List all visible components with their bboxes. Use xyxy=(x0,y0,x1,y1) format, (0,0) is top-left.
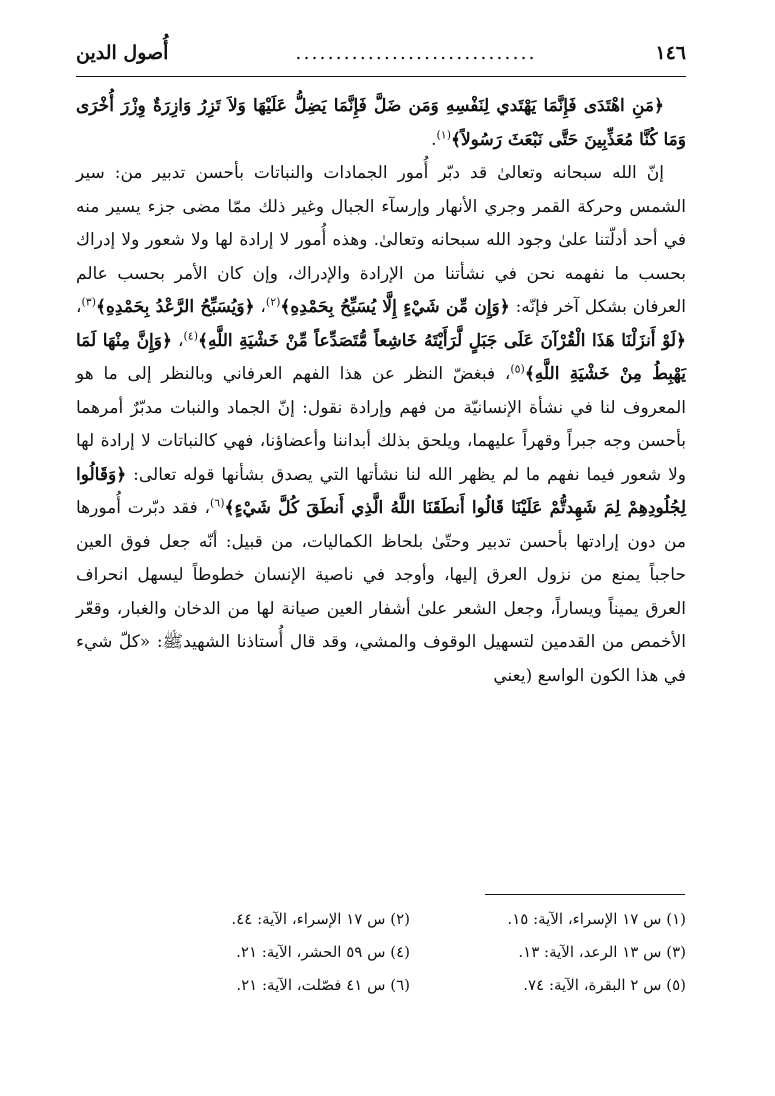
footnote-divider xyxy=(485,894,685,895)
footnote: (٣) س ١٣ الرعد، الآية: ١٣. xyxy=(518,943,686,961)
header-dots: .............................. xyxy=(295,42,537,64)
paragraph-verse: ﴿مَنِ اهْتَدَى فَإِنَّمَا يَهْتَدي لِنَفْسِهِ وَمَن ضَلَّ فَإِنَّمَا يَضِلُّ عَلَيْهَا وَلاَ تَزِرُ وَازِرَةٌ وِزْرَ أُخْرَى وَمَا كُنَّا مُعَذِّبِينَ حَتَّى نَبْعَثَ رَسُولاً﴾$^{(١)}$. xyxy=(76,96,686,150)
footnote-ref: (٣) xyxy=(81,295,97,309)
running-title: أُصول الدين xyxy=(76,42,169,64)
footnote: (٦) س ٤١ فصّلت، الآية: ٢١. xyxy=(236,976,410,994)
footnote-ref: (١) xyxy=(436,127,452,141)
quran-quote: ﴿وَيُسَبِّحُ الرَّعْدُ بِحَمْدِهِ﴾ xyxy=(96,297,255,317)
quran-quote: ﴿لَوْ أَنزَلْنَا هَذَا الْقُرْآنَ عَلَى جَبَلٍ لَّرَأَيْتَهُ خَاشِعاً مُّتَصَدِّعاً مِّنْ خَشْيَةِ اللَّهِ﴾ xyxy=(198,330,687,351)
footnote: (٤) س ٥٩ الحشر، الآية: ٢١. xyxy=(236,943,410,961)
body-text xyxy=(76,90,686,693)
footnote-ref: (٢) xyxy=(265,295,281,309)
page-number: ١٤٦ xyxy=(655,42,686,64)
quran-verse: ﴿مَنِ اهْتَدَى فَإِنَّمَا يَهْتَدي لِنَفْسِهِ وَمَن ضَلَّ فَإِنَّمَا يَضِلُّ عَلَيْهَا وَلاَ تَزِرُ وَازِرَةٌ وِزْرَ أُخْرَى وَمَا كُنَّا مُعَذِّبِينَ حَتَّى نَبْعَثَ رَسُولاً﴾ xyxy=(76,96,686,150)
footnote: (١) س ١٧ الإسراء، الآية: ١٥. xyxy=(507,910,686,928)
paragraph-main: إنّ الله سبحانه وتعالىٰ قد دبّر أُمور الجمادات والنباتات بأحسن تدبير من: سير الشمس وحركة القمر وجري الأنهار وإرسآء الجبال وغير ذلك ممّا مضى جزء يسير منه في أحد أدلّتنا علىٰ وجود الله سبحانه وتعالىٰ. وهذه أُمور لا إرادة لها ولا شعور ولا إدراك بحسب ما نفهمه نحن في نشأتنا من الإرادة والإدراك، وإن كان الأمر بحسب عالم العرفان بشكل آخر فإنّه: ﴿وَإِن مِّن شَيْءٍ إِلَّا يُسَبِّحُ بِحَمْدِهِ﴾$^{(٢)}$، ﴿وَيُسَبِّحُ الرَّعْدُ بِحَمْدِهِ﴾$^{(٣)}$، ﴿لَوْ أَنزَلْنَا هَذَا الْقُرْآنَ عَلَى جَبَلٍ لَّرَأَيْتَهُ خَاشِعاً مُّتَصَدِّعاً مِّنْ خَشْيَةِ اللَّهِ﴾$^{(٤)}$، ﴿وَإِنَّ مِنْهَا لَمَا يَهْبِطُ مِنْ خَشْيَةِ اللَّهِ﴾$^{(٥)}$، فبغضّ النظر عن هذا الفهم العرفاني وبالنظر إلى ما هو المعروف لنا في نشأة الإنسانيّة من فهم وإرادة نقول: إنّ الجماد والنبات مدبّرٌ أمرهما بأحسن وجه جبراً وقهراً عليهما، ويلحق بذلك أبداننا وأعضاؤنا، فهي كالنباتات لا إرادة لها ولا شعور فيما نفهم ما لم يظهر الله لنا نشأتها التي يصدق بشأنها قوله تعالى: ﴿وَقَالُوا لِجُلُودِهِمْ لِمَ شَهِدتُّمْ عَلَيْنَا قَالُوا أَنطَقَنَا اللَّهُ الَّذِي أَنطَقَ كُلَّ شَيْءٍ﴾$^{(٦)}$، فقد دبّرت أُمورها من دون إرادتها بأحسن تدبير وحتّىٰ بلحاظ الكماليات، من قبيل: أنّه جعل فوق العين حاجباً يمنع من نزول العرق إليها، وأوجد في ناصية الإنسان خطوطاً ليسهل انحراف العرق يميناً ويساراً، وجعل الشعر علىٰ أشفار العين صيانة لها من الدخان والغبار، وقعّر الأخمص من القدمين لتسهيل الوقوف والمشي، وقد قال أُستاذنا الشهيد‎ﷺ: «كلّ شيء في هذا الكون الواسع (يعني xyxy=(76,163,687,686)
footnote-row xyxy=(150,943,686,976)
footnote-ref: (٤) xyxy=(183,328,199,342)
quran-quote: ﴿وَقَالُوا لِجُلُودِهِمْ لِمَ شَهِدتُّمْ عَلَيْنَا قَالُوا أَنطَقَنَا اللَّهُ الَّذِي أَنطَقَ كُلَّ شَيْءٍ﴾ xyxy=(76,464,687,518)
footnotes xyxy=(150,910,686,1009)
footnote-ref: (٥) xyxy=(510,362,525,376)
quran-quote: ﴿وَإِنَّ مِنْهَا لَمَا يَهْبِطُ مِنْ خَشْيَةِ اللَّهِ﴾ xyxy=(76,330,686,384)
footnote: (٥) س ٢ البقرة، الآية: ٧٤. xyxy=(523,976,686,994)
quran-quote: ﴿وَإِن مِّن شَيْءٍ إِلَّا يُسَبِّحُ بِحَمْدِهِ﴾ xyxy=(280,297,510,317)
footnote: (٢) س ١٧ الإسراء، الآية: ٤٤. xyxy=(231,910,410,928)
footnote-row xyxy=(150,910,686,943)
footnote-ref: (٦) xyxy=(209,496,225,510)
footnote-row xyxy=(150,976,686,1009)
page-header xyxy=(76,36,686,77)
